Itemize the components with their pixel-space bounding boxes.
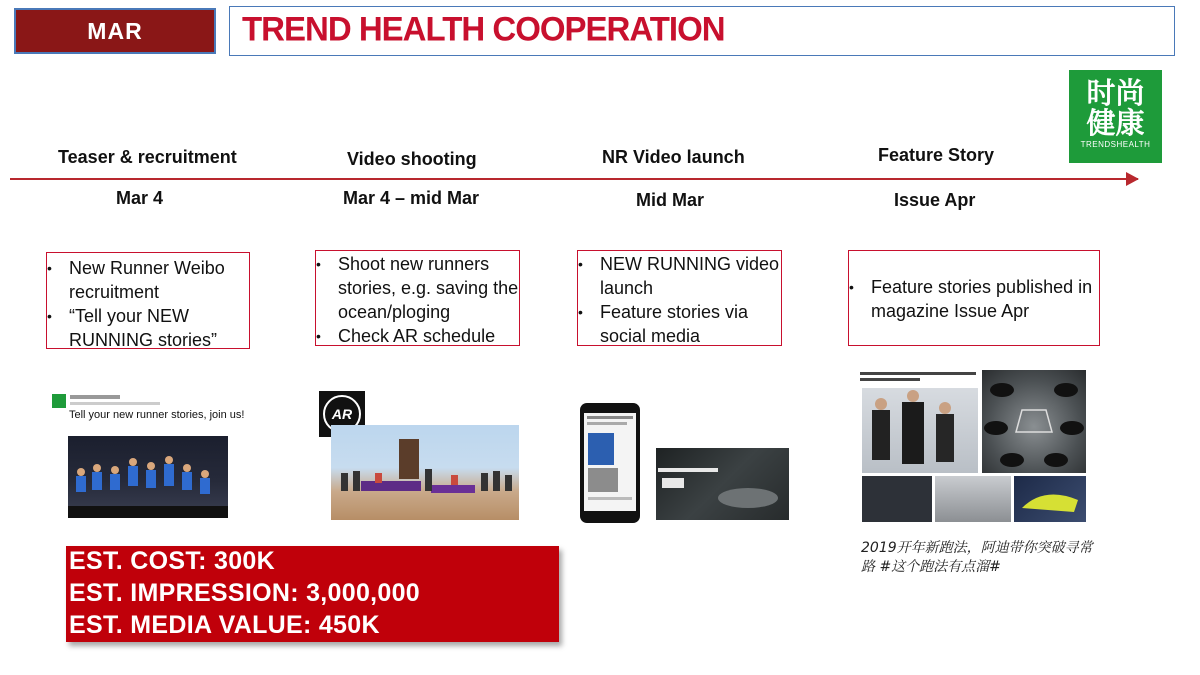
task-bullet: • NEW RUNNING video launch <box>578 252 781 300</box>
collage-photo-group <box>862 476 932 522</box>
ar-logo-text: AR <box>323 395 361 433</box>
task-bullet: • Feature stories published in magazine Issue Apr <box>849 275 1099 323</box>
weibo-post-text: Tell your new runner stories, join us! <box>69 409 245 421</box>
collage-photo-bridge <box>935 476 1011 522</box>
feature-caption: 2019开年新跑法，阿迪带你突破寻常路 #这个跑法有点溜# <box>861 540 1093 575</box>
page-title: TREND HEALTH COOPERATION <box>242 9 725 48</box>
phase-label-video-shooting: Video shooting <box>347 149 477 169</box>
phase-date-video-launch: Mid Mar <box>636 190 705 210</box>
task-box-teaser <box>46 252 250 349</box>
task-bullet: • Feature stories via social media <box>578 300 781 348</box>
phase-date-video-shooting: Mar 4 – mid Mar <box>343 188 480 208</box>
task-box-feature-story <box>848 250 1100 346</box>
collage-photo-shoe-closeup <box>1014 476 1086 522</box>
timeline-line <box>10 178 1138 180</box>
title-banner <box>229 6 1175 56</box>
brand-logo-cn-line2: 健康 <box>1086 106 1145 140</box>
est-media-value: EST. MEDIA VALUE: 450K <box>69 611 380 639</box>
phase-label-teaser: Teaser & recruitment <box>58 147 237 167</box>
task-bullet: • “Tell your NEW RUNNING stories” <box>47 304 249 352</box>
weibo-post-screenshot <box>50 392 260 522</box>
runners-group-photo <box>68 436 228 518</box>
weibo-avatar <box>52 394 66 408</box>
phase-date-feature-story: Issue Apr <box>894 190 976 210</box>
phase-date-teaser: Mar 4 <box>116 188 164 208</box>
trendshealth-logo <box>1069 70 1162 163</box>
task-bullet: • Shoot new runners stories, e.g. saving the ocean/ploging <box>316 252 519 324</box>
video-still-photo <box>656 448 789 520</box>
est-impression: EST. IMPRESSION: 3,000,000 <box>69 579 421 607</box>
collage-photo-shoes <box>982 370 1086 473</box>
phase-label-feature-story: Feature Story <box>878 145 995 165</box>
estimates-box <box>66 546 559 642</box>
task-box-video-shooting <box>315 250 520 346</box>
task-bullet: • New Runner Weibo recruitment <box>47 256 249 304</box>
timeline-arrow-icon <box>1126 172 1139 186</box>
brand-logo-en: TRENDSHEALTH <box>1080 140 1151 149</box>
phase-label-video-launch: NR Video launch <box>602 147 745 167</box>
task-box-video-launch <box>577 250 782 346</box>
est-cost: EST. COST: 300K <box>69 547 275 575</box>
phone-mockup <box>580 403 640 523</box>
beach-cleanup-group-photo <box>331 425 519 520</box>
collage-photo-runners <box>862 388 978 473</box>
task-bullet: • Check AR schedule <box>316 324 519 348</box>
magazine-feature-collage <box>860 370 1086 522</box>
phone-screen <box>584 413 636 511</box>
month-badge <box>14 8 216 54</box>
brand-logo-cn-line1: 时尚 <box>1086 76 1145 110</box>
month-label: MAR <box>87 17 143 44</box>
